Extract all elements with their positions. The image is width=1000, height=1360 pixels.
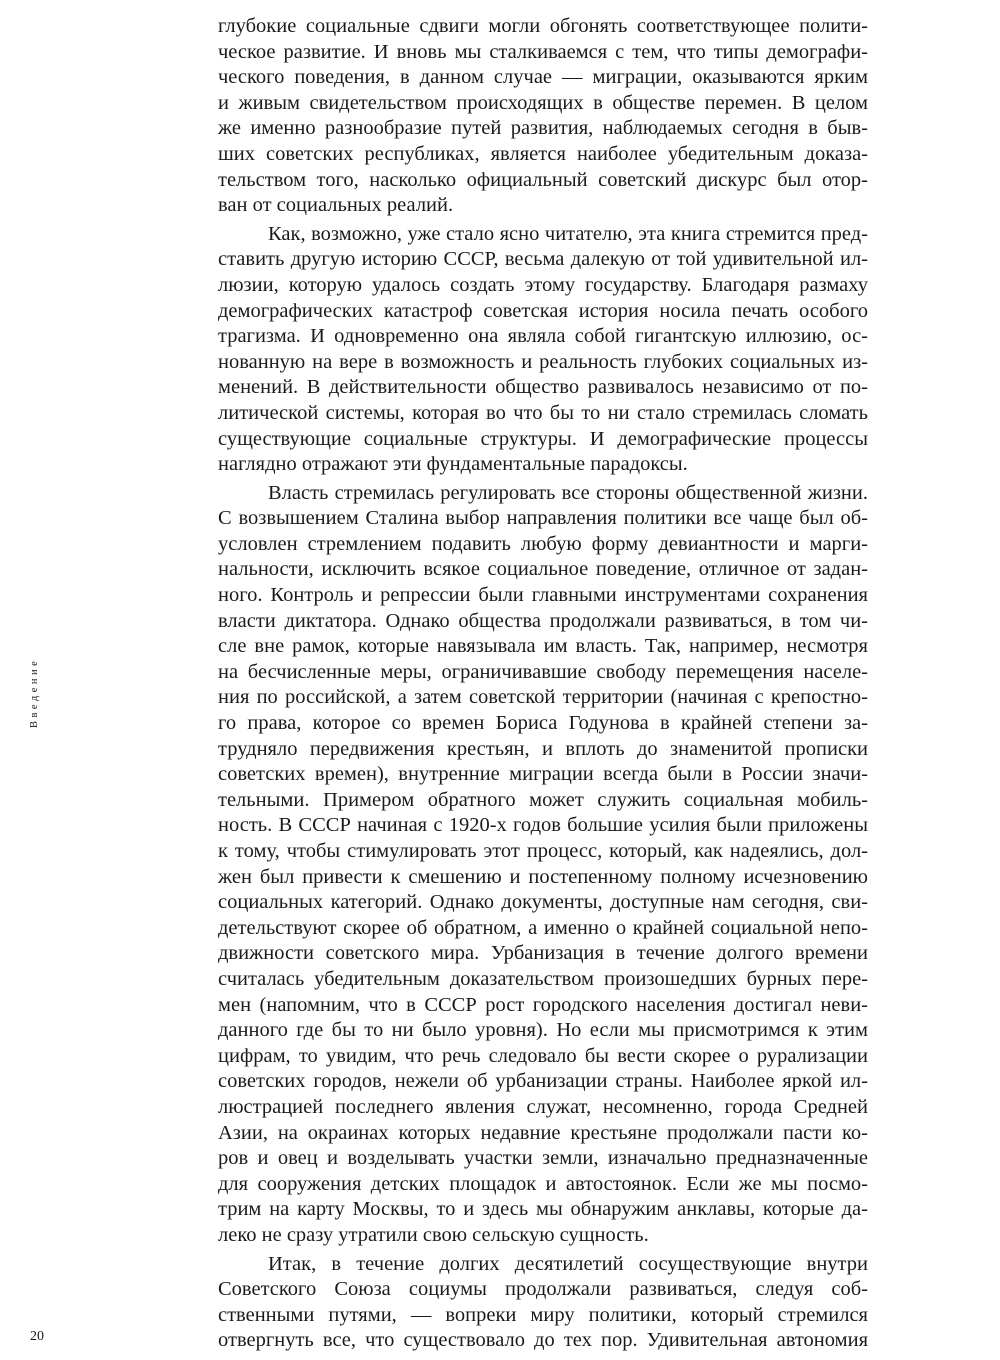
text-line: считалась убедительным доказательством произошедших бурных пере- xyxy=(218,967,868,990)
text-line: нальности, исключить всякое социальное поведение, отличное от задан- xyxy=(218,558,868,581)
paragraph-3 xyxy=(218,481,868,1249)
text-line: Итак, в течение долгих десятилетий сосуществующие внутри xyxy=(268,1252,868,1275)
text-line: нованную на вере в возможность и реальность глубоких социальных из- xyxy=(218,350,868,373)
text-line: социальных категорий. Однако документы, доступные нам сегодня, сви- xyxy=(218,891,868,914)
text-line: движности советского мира. Урбанизация в течение долгого времени xyxy=(218,942,868,965)
text-line: наглядно отражают эти фундаментальные парадоксы. xyxy=(218,453,688,476)
text-line: демографических катастроф советская история носила печать особого xyxy=(218,299,868,322)
text-line: ческого поведения, в данном случае — миграции, оказываются ярким xyxy=(218,66,868,89)
text-line: глубокие социальные сдвиги могли обгонять соответствующее полити- xyxy=(218,15,868,37)
text-line: советских городов, нежели об урбанизации страны. Наиболее яркой ил- xyxy=(218,1070,868,1093)
text-line: к тому, чтобы стимулировать этот процесс, который, как надеялись, дол- xyxy=(218,840,868,862)
text-line: ставить другую историю СССР, весьма далекую от той удивительной ил- xyxy=(218,248,868,271)
text-line: трагизма. И одновременно она являла собой гигантскую иллюзию, ос- xyxy=(218,325,868,348)
text-line: Азии, на окраинах которых недавние крестьяне продолжали пасти ко- xyxy=(218,1121,868,1144)
text-line: существующие социальные структуры. И демографические процессы xyxy=(218,427,868,450)
text-line: С возвышением Сталина выбор направления политики все чаще был об- xyxy=(218,507,868,530)
text-line: мен (напомним, что в СССР рост городского населения достигал неви- xyxy=(218,993,868,1016)
text-line: ческое развитие. И вновь мы сталкиваемся с тем, что типы демографи- xyxy=(218,40,868,63)
text-line: сле вне рамок, которые навязывала им власть. Так, например, несмотря xyxy=(218,635,868,658)
text-line: люстрацией последнего явления служат, несомненно, города Средней xyxy=(218,1095,868,1118)
text-line: цифрам, то увидим, что речь следовало бы вести скорее о рурализации xyxy=(218,1044,868,1067)
text-line: тельством того, насколько официальный советский дискурс был отор- xyxy=(218,168,868,191)
text-line: детельствуют скорее об обратном, а именно о крайней социальной непо- xyxy=(218,916,868,939)
text-line: советских времен), внутренние миграции всегда были в России значи- xyxy=(218,763,868,786)
running-header-section-label: Введение xyxy=(29,657,40,728)
text-line: литической системы, которая во что бы то ни стало стремилась сломать xyxy=(218,401,868,424)
text-line: и живым свидетельством происходящих в обществе перемен. В целом xyxy=(218,91,868,114)
page-number: 20 xyxy=(30,1329,44,1344)
text-line: менений. В действительности общество развивалось независимо от по- xyxy=(218,376,868,399)
text-line: тельными. Примером обратного может служить социальная мобиль- xyxy=(218,788,868,811)
text-line: ния по российской, а затем советской территории (начиная с крепостно- xyxy=(218,686,868,709)
text-line: ших советских республиках, является наиболее убедительным доказа- xyxy=(218,142,868,165)
paragraph-4 xyxy=(218,1252,868,1354)
paragraph-2 xyxy=(218,222,868,478)
text-line: условлен стремлением подавить любую форму девиантности и марги- xyxy=(218,532,868,555)
text-line: го права, которое со времен Бориса Годунова в крайней степени за- xyxy=(218,712,868,735)
text-line: трим на карту Москвы, то и здесь мы обнаружим анклавы, которые да- xyxy=(218,1198,868,1221)
paragraph-1 xyxy=(218,14,868,219)
text-line: ственными путями, — вопреки миру политики, который стремился xyxy=(218,1303,868,1326)
text-line: власти диктатора. Однако общества продолжали развиваться, в том чи- xyxy=(218,609,868,632)
text-line: же именно разнообразие путей развития, наблюдаемых сегодня в быв- xyxy=(218,117,868,140)
text-line: отвергнуть все, что существовало до тех пор. Удивительная автономия xyxy=(218,1329,868,1352)
text-line: люзии, которую удалось создать этому государству. Благодаря размаху xyxy=(218,273,868,296)
text-line: Власть стремилась регулировать все стороны общественной жизни. xyxy=(268,481,868,504)
text-line: на бесчисленные меры, ограничивавшие свободу перемещения населе- xyxy=(218,660,868,683)
text-line: для сооружения детских площадок и автостоянок. Если же мы посмо- xyxy=(218,1172,868,1195)
text-line: леко не сразу утратили свою сельскую сущность. xyxy=(218,1223,649,1246)
text-line: ного. Контроль и репрессии были главными инструментами сохранения xyxy=(218,584,868,607)
text-line: Как, возможно, уже стало ясно читателю, эта книга стремится пред- xyxy=(268,222,868,245)
text-line: ван от социальных реалий. xyxy=(218,194,454,217)
text-line: трудняло передвижения крестьян, и вплоть до знаменитой прописки xyxy=(218,737,868,760)
text-line: данного где бы то ни было уровня). Но если мы присмотримся к этим xyxy=(218,1019,868,1042)
text-line: Советского Союза социумы продолжали развиваться, следуя соб- xyxy=(218,1278,868,1301)
text-line: жен был привести к смешению и постепенному полному исчезновению xyxy=(218,865,868,888)
body-text xyxy=(218,14,868,1354)
text-line: ность. В СССР начиная с 1920-х годов большие усилия были приложены xyxy=(218,814,868,837)
text-line: ров и овец и возделывать участки земли, изначально предназначенные xyxy=(218,1147,868,1170)
